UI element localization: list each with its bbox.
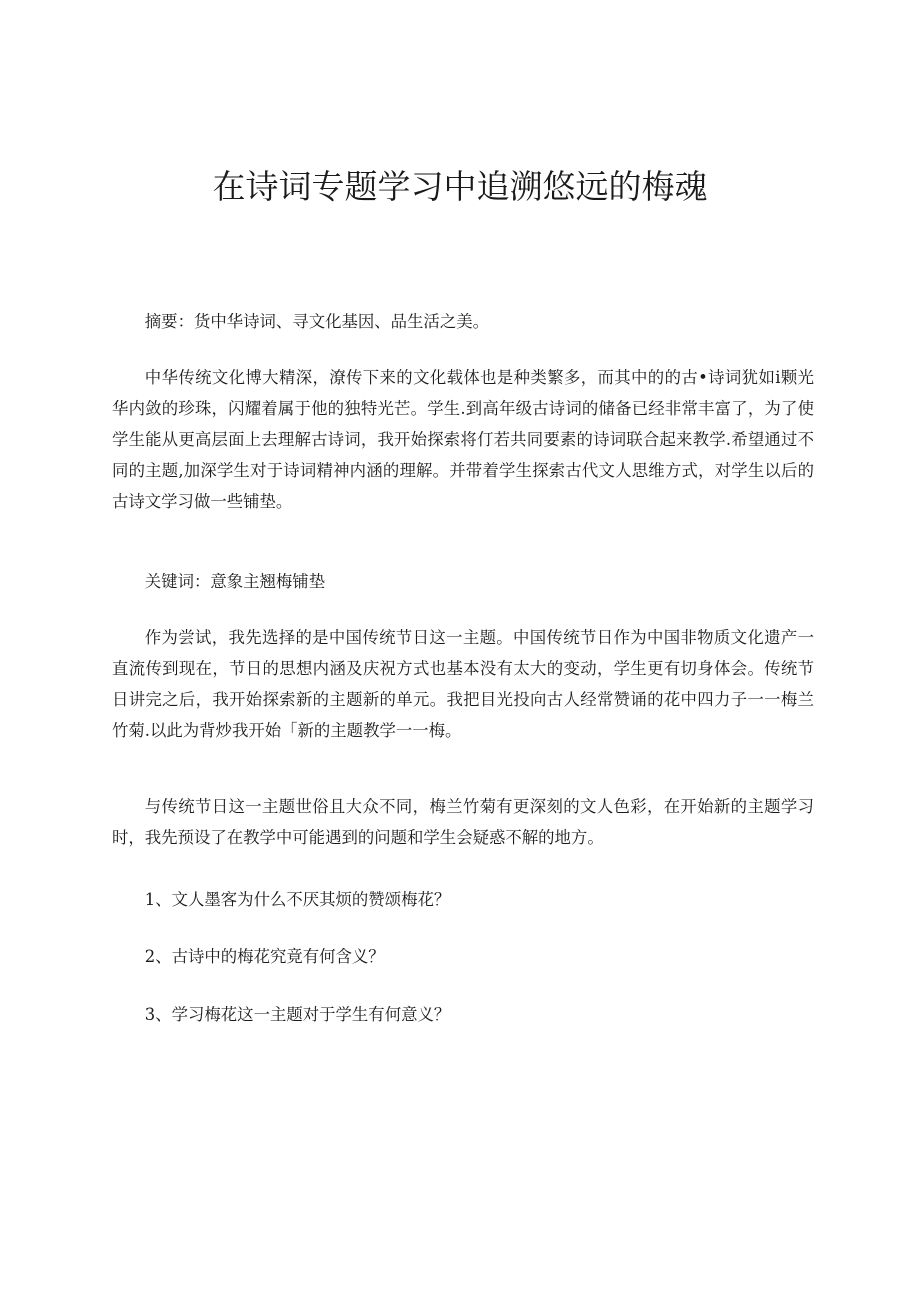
abstract-paragraph: 摘要：货中华诗词、寻文化基因、品生活之美。	[144, 312, 489, 331]
keywords-paragraph: 关键词：意象主翘梅铺垫	[144, 572, 326, 591]
question-item-1: 1、文人墨客为什么不厌其烦的赞颂梅花？	[144, 890, 451, 909]
question-item-3: 3、学习梅花这一主题对于学生有何意义？	[144, 1005, 451, 1024]
body-paragraph-new-theme: 与传统节日这一主题世俗且大众不同，梅兰竹菊有更深刻的文人色彩，在开始新的主题学习时，我先预设了在教学中可能遇到的问题和学生会疑惑不解的地方。	[112, 797, 814, 847]
body-paragraph-traditional-festivals: 作为尝试，我先选择的是中国传统节日这一主题。中国传统节日作为中国非物质文化遗产一直流传到现在，节日的思想内涵及庆祝方式也基本没有太大的变动，学生更有切身体会。传统节日讲完之后，我开始探索新的主题新的单元。我把目光投向古人经常赞诵的花中四力子一一梅兰竹菊.以此为背炒我开始「新的主题教学一一梅。	[112, 628, 814, 740]
question-item-2: 2、古诗中的梅花究竟有何含义？	[144, 947, 385, 966]
intro-paragraph: 中华传统文化博大精深，潦传下来的文化载体也是种类繁多，而其中的的古•诗词犹如i颗光华内敛的珍珠，闪耀着属于他的独特光芒。学生.到高年级古诗词的储备已经非常丰富了，为了使学生能从更高层面上去理解古诗词，我开始探索将仃若共同要素的诗词联合起来教学.希望通过不同的主题,加深学生对于诗词精神内涵的理解。并带着学生探索古代文人思维方式，对学生以后的古诗文学习做一些铺垫。	[112, 368, 814, 511]
document-title: 在诗词专题学习中追溯悠远的梅魂	[212, 167, 708, 206]
